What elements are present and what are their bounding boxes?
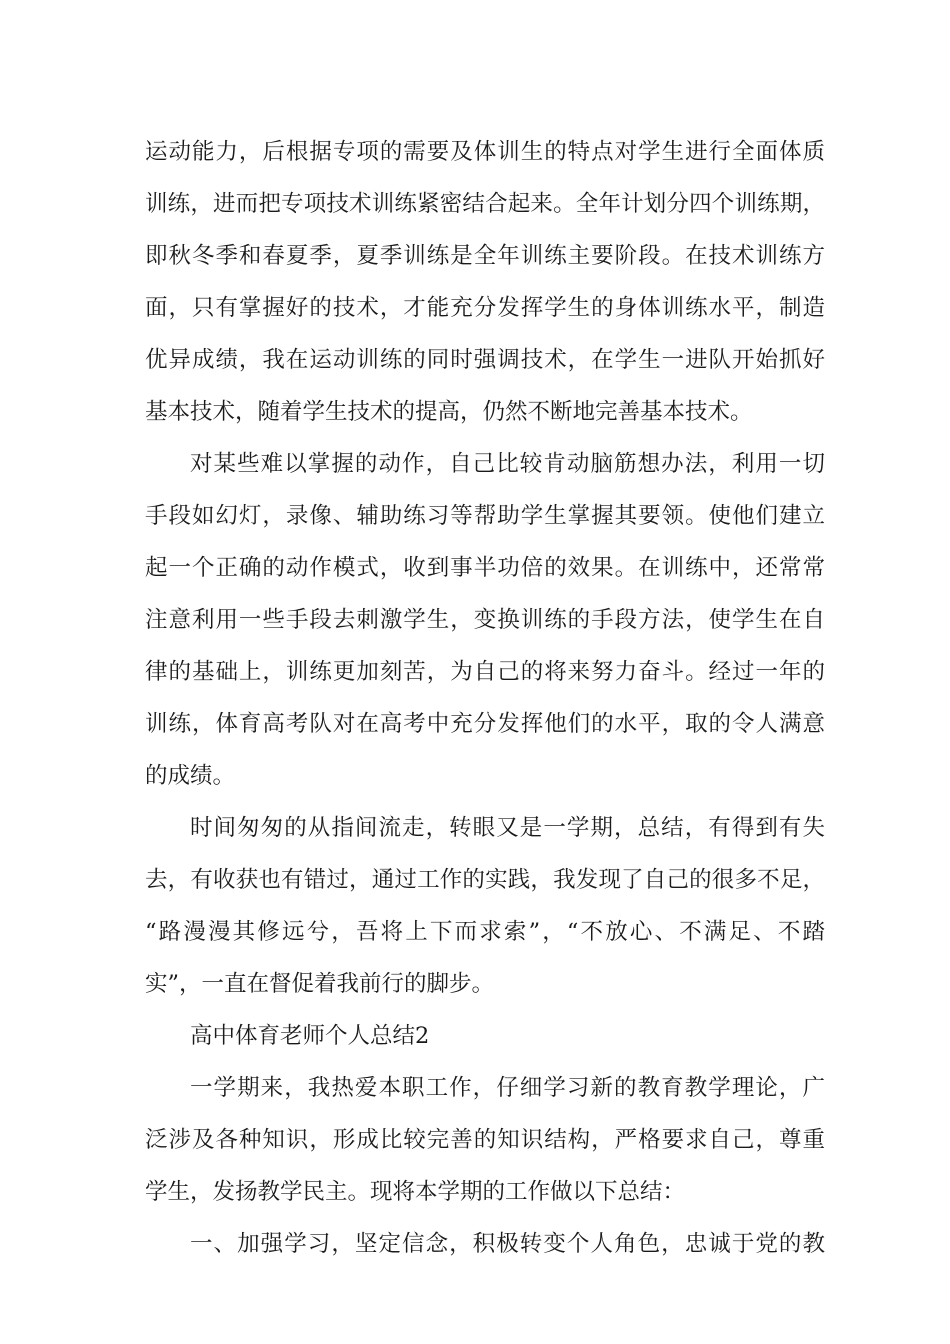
text-line: 训练，体育高考队对在高考中充分发挥他们的水平，取的令人满意 [145, 711, 825, 737]
text-line: 面，只有掌握好的技术，才能充分发挥学生的身体训练水平，制造 [145, 295, 825, 321]
text-line: “路漫漫其修远兮，吾将上下而求索”，“不放心、不满足、不踏 [145, 919, 825, 945]
text-line: 即秋冬季和春夏季，夏季训练是全年训练主要阶段。在技术训练方 [145, 243, 825, 269]
text-line: 优异成绩，我在运动训练的同时强调技术，在学生一进队开始抓好 [145, 347, 825, 373]
section-heading: 高中体育老师个人总结2 [190, 1023, 430, 1049]
text-line: 泛涉及各种知识，形成比较完善的知识结构，严格要求自己，尊重 [145, 1127, 825, 1153]
text-line: 律的基础上，训练更加刻苦，为自己的将来努力奋斗。经过一年的 [145, 659, 825, 685]
text-line: 基本技术，随着学生技术的提高，仍然不断地完善基本技术。 [145, 399, 753, 425]
text-line: 起一个正确的动作模式，收到事半功倍的效果。在训练中，还常常 [145, 555, 825, 581]
paragraph-first-line: 对某些难以掌握的动作，自己比较肯动脑筋想办法，利用一切 [190, 451, 825, 477]
text-line: 学生，发扬教学民主。现将本学期的工作做以下总结： [145, 1179, 686, 1205]
paragraph-first-line: 时间匆匆的从指间流走，转眼又是一学期，总结，有得到有失 [190, 815, 825, 841]
text-line: 运动能力，后根据专项的需要及体训生的特点对学生进行全面体质 [145, 139, 825, 165]
text-line: 实”，一直在督促着我前行的脚步。 [145, 971, 495, 997]
text-line: 注意利用一些手段去刺激学生，变换训练的手段方法，使学生在自 [145, 607, 825, 633]
paragraph-first-line: 一学期来，我热爱本职工作，仔细学习新的教育教学理论，广 [190, 1075, 825, 1101]
paragraph-first-line: 一、加强学习，坚定信念，积极转变个人角色，忠诚于党的教 [190, 1231, 825, 1257]
text-line: 的成绩。 [145, 763, 236, 789]
text-line: 去，有收获也有错过，通过工作的实践，我发现了自己的很多不足， [145, 867, 825, 893]
text-line: 训练，进而把专项技术训练紧密结合起来。全年计划分四个训练期， [145, 191, 825, 217]
text-line: 手段如幻灯，录像、辅助练习等帮助学生掌握其要领。使他们建立 [145, 503, 825, 529]
document-body [145, 126, 825, 1270]
